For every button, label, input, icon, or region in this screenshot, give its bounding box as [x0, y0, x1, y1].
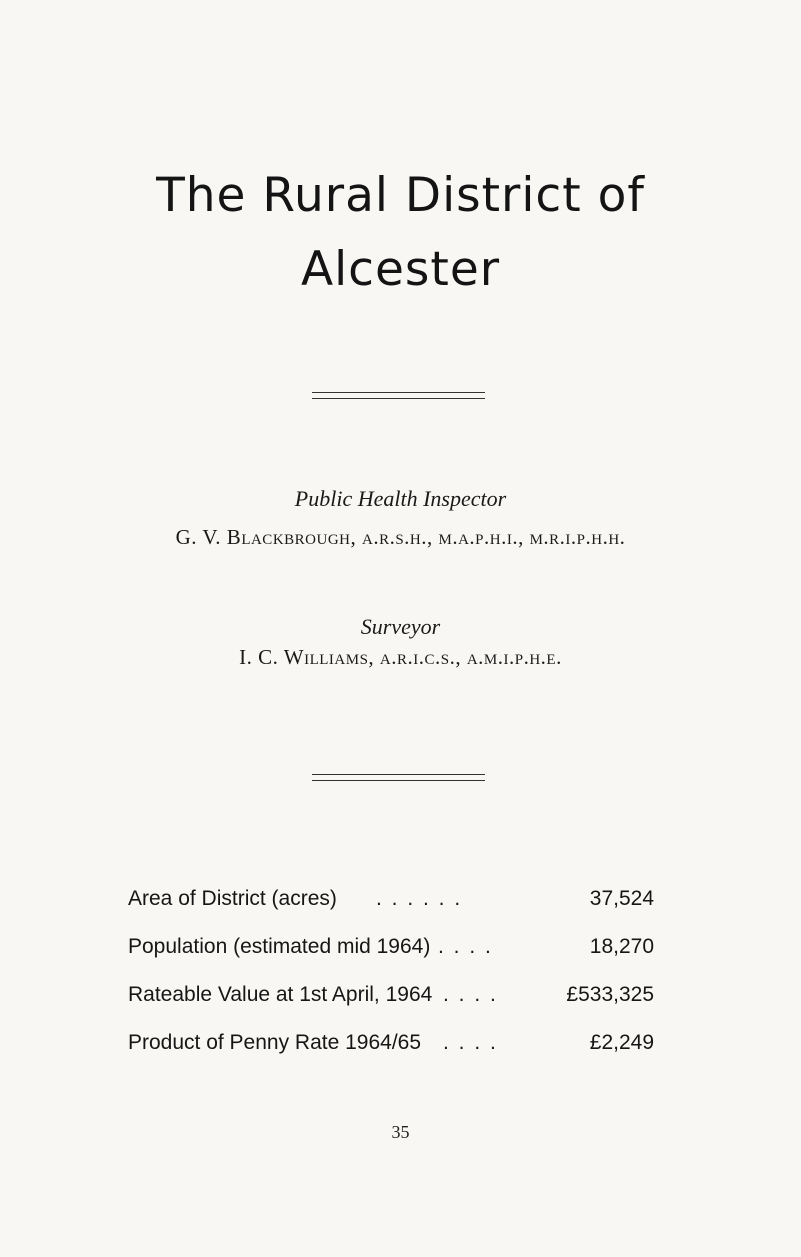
- stat-value: £2,249: [589, 1031, 654, 1054]
- dot-leader: . . . .: [443, 1031, 498, 1054]
- officer-role-public-health-inspector: Public Health Inspector: [294, 486, 507, 511]
- stat-row-penny-rate: [0, 1031, 801, 1061]
- dot-leader: . . . .: [443, 983, 498, 1006]
- stat-row-area: [0, 887, 801, 917]
- stat-row-population: [0, 935, 801, 965]
- dot-leader: . . . . . .: [376, 887, 463, 910]
- stat-label: Product of Penny Rate 1964/65: [128, 1031, 422, 1054]
- stat-value: 37,524: [589, 887, 654, 910]
- stat-label: Area of District (acres): [128, 887, 337, 910]
- double-rule-divider: [312, 774, 485, 781]
- double-rule-divider: [312, 392, 485, 399]
- stat-label: Rateable Value at 1st April, 1964: [128, 983, 433, 1006]
- officer-role-surveyor: Surveyor: [360, 614, 441, 639]
- stat-value: £533,325: [566, 983, 654, 1006]
- title-line-2: Alcester: [300, 242, 501, 297]
- stat-value: 18,270: [589, 935, 654, 958]
- officer-name-surveyor: I. C. Williams, a.r.i.c.s., a.m.i.p.h.e.: [239, 645, 562, 669]
- stat-label: Population (estimated mid 1964): [128, 935, 431, 958]
- title-line-1: The Rural District of: [156, 168, 645, 223]
- page-number: 35: [391, 1122, 410, 1142]
- dot-leader: . . . .: [438, 935, 493, 958]
- officer-name-public-health-inspector: G. V. Blackbrough, a.r.s.h., m.a.p.h.i., m.r.i.p.h.h.: [175, 525, 626, 549]
- stat-row-rateable-value: [0, 983, 801, 1013]
